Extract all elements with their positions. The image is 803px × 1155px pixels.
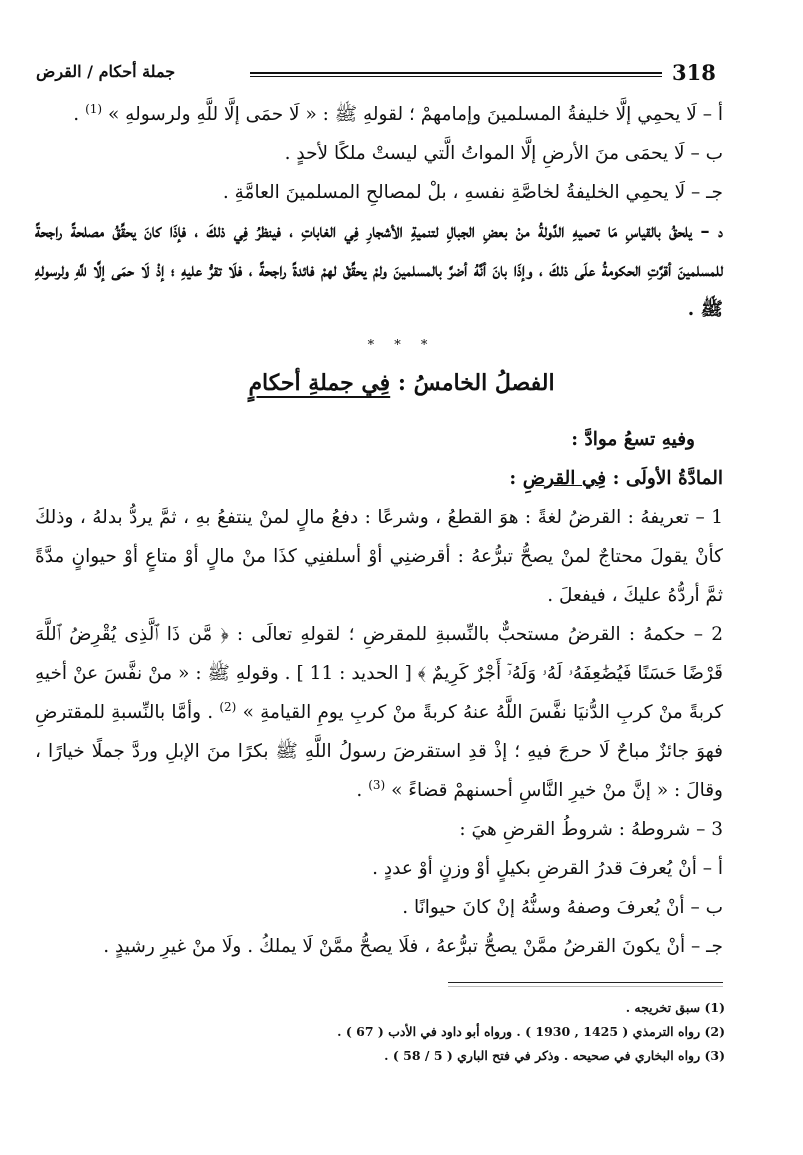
chapter-heading (0, 370, 803, 396)
condition-ba: ب – أنْ يُعرفَ وصفهُ وسنُّهُ إنْ كانَ حيوانًا . (402, 897, 723, 918)
item-alif: أ – لَا يحمِي إلَّا خليفةُ المسلمينَ وإمامهمْ ؛ لقولهِ ﷺ : « لَا حمَى إلَّا للَّهِ ولرسولهِ » $^{(1)}$ . (73, 101, 723, 125)
point-definition: 1 – تعريفهُ : القرضُ لغةً : هوَ القطعُ ، وشرعًا : دفعُ مالٍ لمنْ ينتفعُ بهِ ، ثمَّ يردُّ بدلهُ ، وذلكَ كأنْ يقولَ محتاجٌ لمنْ يصحُّ تبرُّعهُ : أقرضنِي أوْ أسلفنِي كذَا منْ مالٍ أوْ متاعٍ أوْ حيوانٍ مدَّةً ثمَّ أردُّهُ عليكَ ، فيفعلَ . (35, 507, 723, 606)
item-dal: د – يلحقُ بالقياسِ مَا تحميهِ الدَّولةُ منْ بعضِ الجبالِ لتنميةِ الأشجارِ فِي الغاباتِ ، فينظرُ فِي ذلكَ ، فإذَا كانَ يحقِّقُ مصلحةً راجحةً للمسلمينَ أقرَّتِ الحكومةُ علَى ذلكَ ، وإذَا بانَ أنَّهُ أضرَّ بالمسلمينَ ولمْ يحقِّقْ لهمْ فائدةً راجحةً ، فلَا تقرُّ عليهِ ؛ إذْ لَا حمَى إلَّا للَّهِ ولرسولهِ ﷺ . (35, 221, 723, 320)
item-jim: جـ – لَا يحمِي الخليفةُ لخاصَّةِ نفسهِ ، بلْ لمصالحِ المسلمينَ العامَّةِ . (222, 182, 723, 203)
item-ba: ب – لَا يحمَى منَ الأرضِ إلَّا المواتُ الَّتي ليستْ ملكًا لأحدٍ . (284, 143, 723, 164)
footnote-ref-1: (1) (85, 101, 103, 116)
footnotes (35, 996, 725, 1068)
section-hima-items (35, 95, 723, 329)
chapter-intro: وفيهِ تسعُ موادَّ : (571, 429, 695, 450)
footnote-ref-2: (2) (219, 699, 237, 714)
main-content (35, 420, 723, 966)
condition-jim: جـ – أنْ يكونَ القرضُ ممَّنْ يصحُّ تبرُّعهُ ، فلَا يصحُّ ممَّنْ لَا يملكُ . ولَا منْ غيرِ رشيدٍ . (103, 936, 723, 957)
footnote: (1) سبق تخريجه . (625, 1000, 725, 1015)
section-separator: * * * (367, 338, 436, 353)
point-ruling: 2 – حكمهُ : القرضُ مستحبٌّ بالنِّسبةِ للمقرضِ ؛ لقولهِ تعالَى : ﴿ مَّن ذَا ٱلَّذِى يُقْرِضُ ٱللَّهَ قَرْضًا حَسَنًا فَيُضَٰعِفَهُۥ لَهُۥ وَلَهُۥٓ أَجْرٌ كَرِيمٌ ﴾ [ الحديد : 11 ] . وقولهِ ﷺ : « منْ نفَّسَ عنْ أخيهِ كربةً منْ كربِ الدُّنيَا نفَّسَ اللَّهُ عنهُ كربةً منْ كربِ يومِ القيامةِ » $^{(2)}$ . وأمَّا بالنِّسبةِ للمقترضِ فهوَ جائزٌ مباحٌ لَا حرجَ فيهِ ؛ إذْ قدِ استقرضَ رسولُ اللَّهِ ﷺ بكرًا منَ الإبلِ وردَّ جملًا خيارًا ، وقالَ : « إنَّ منْ خيرِ النَّاسِ أحسنهمْ قضاءً » $^{(3)}$ . (35, 624, 724, 801)
footnote-ref-3: (3) (368, 777, 386, 792)
footnote: (2) رواه الترمذي ( 1425 , 1930 ) . ورواه أبو داود في الأدب ( 67 ) . (337, 1024, 725, 1039)
point-conditions-heading: 3 – شروطهُ : شروطُ القرضِ هيَ : (459, 819, 723, 840)
footnote-rule (448, 982, 723, 983)
condition-alif: أ – أنْ يُعرفَ قدرُ القرضِ بكيلٍ أوْ وزنٍ أوْ عددٍ . (372, 858, 723, 879)
running-title: جملة أحكام / القرض (36, 62, 176, 81)
article-title: فِي القرضِ (522, 468, 607, 489)
page-number: 318 (672, 60, 716, 85)
chapter-prefix: الفصلُ الخامسُ : (397, 370, 555, 396)
footnote-rule-thin (448, 986, 723, 987)
header-rule (250, 72, 662, 74)
header-rule-thin (250, 76, 662, 77)
article-heading: المادَّةُ الأولَى : فِي القرضِ : (509, 468, 723, 489)
page-header (32, 60, 722, 86)
footnote: (3) رواه البخاري في صحيحه . وذكر في فتح الباري ( 5 / 58 ) . (384, 1048, 725, 1063)
chapter-title: فِي جملةِ أحكامٍ (248, 370, 391, 396)
